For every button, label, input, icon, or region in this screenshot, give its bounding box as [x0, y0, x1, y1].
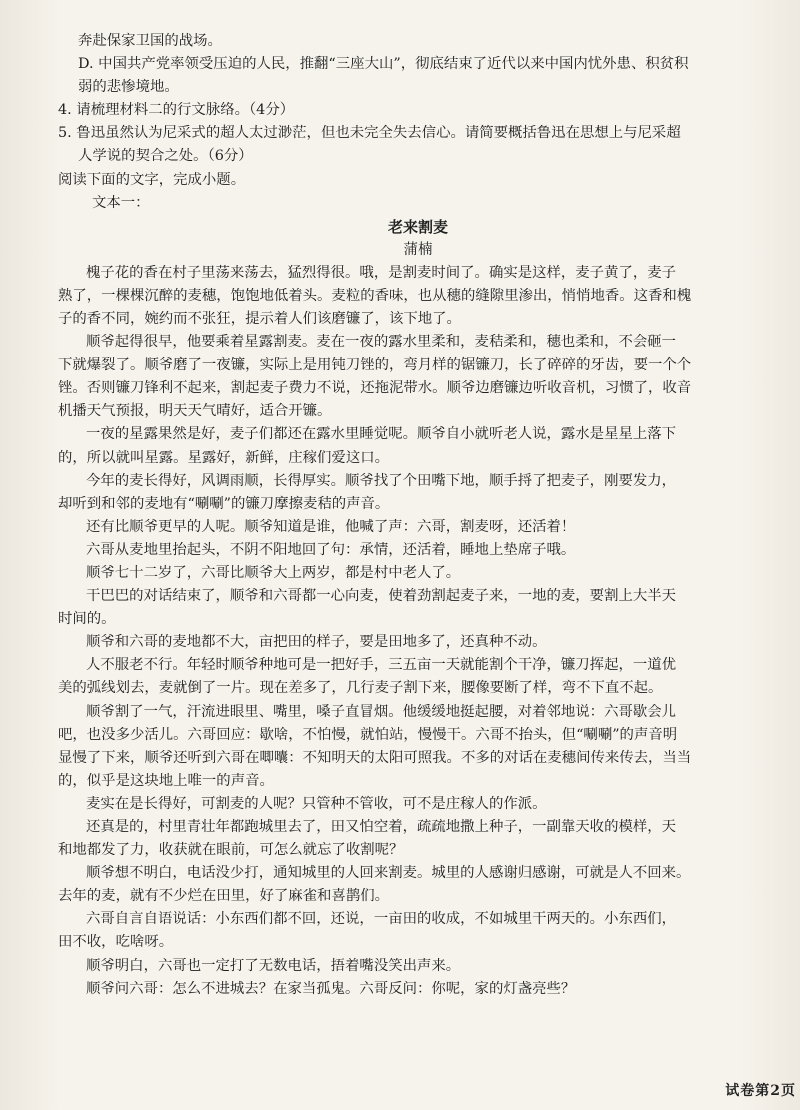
article-line: 和地都发了力，收获就在眼前，可怎么就忘了收割呢？: [58, 842, 404, 859]
article-line: 六哥从麦地里抬起头，不阴不阳地回了句：承情，还活着，睡地上垫席子哦。: [86, 541, 576, 558]
article-line: 顺爷割了一气，汗流进眼里、嘴里，嗓子直冒烟。他缓缓地挺起腰，对着邻地说：六哥歇会儿: [86, 703, 677, 720]
article-line: 的，所以就叫星露。星露好，新鲜，庄稼们爱这口。: [58, 449, 389, 466]
option-d: D. 中国共产党率领受压迫的人民，推翻“三座大山”，彻底结束了近代以来中国内忧外患、积贫积: [78, 56, 689, 73]
question-4: 4. 请梳理材料二的行文脉络。（4分）: [58, 102, 295, 119]
option-d-continuation: 奔赴保家卫国的战场。: [78, 33, 222, 49]
article-line: 的，似乎是这块地上唯一的声音。: [58, 772, 274, 789]
article-line: 人不服老不行。年轻时顺爷种地可是一把好手，三五亩一天就能割个干净，镰刀挥起，一道优: [86, 657, 677, 674]
article-line: 子的香不同，婉约而不张狂，提示着人们该磨镰了，该下地了。: [58, 310, 461, 327]
article-line: 顺爷七十二岁了，六哥比顺爷大上两岁，都是村中老人了。: [86, 564, 461, 581]
article-line: 今年的麦长得好，风调雨顺，长得厚实。顺爷找了个田嘴下地，顺手捋了把麦子，刚要发力，: [86, 472, 677, 489]
article-line: 麦实在是长得好，可割麦的人呢？只管种不管收，可不是庄稼人的作派。: [86, 795, 547, 812]
article-line: 却听到和邻的麦地有“唰唰”的镰刀摩擦麦秸的声音。: [58, 495, 390, 512]
article-line: 顺爷起得很早，他要乘着星露割麦。麦在一夜的露水里柔和，麦秸柔和，穗也柔和，不会砸一: [86, 334, 677, 351]
article-author: 蒲楠: [403, 241, 433, 258]
article-line: 顺爷问六哥：怎么不进城去？在家当孤鬼。六哥反问：你呢，家的灯盏亮些？: [86, 980, 576, 997]
article-title: 老来割麦: [387, 217, 448, 236]
option-d-end: 弱的悲惨境地。: [78, 79, 179, 96]
article-line: 顺爷和六哥的麦地都不大，亩把田的样子，要是田地多了，还真种不动。: [86, 634, 547, 651]
question-5-line-2: 人学说的契合之处。（6分）: [78, 148, 253, 165]
article-line: 机播天气预报，明天天气晴好，适合开镰。: [58, 403, 332, 420]
article-line: 去年的麦，就有不少烂在田里，好了麻雀和喜鹊们。: [58, 888, 389, 905]
article-line: 熟了，一棵棵沉醉的麦穗，饱饱地低着头。麦粒的香味，也从穗的缝隙里渗出，悄悄地香。这香和槐: [58, 287, 692, 304]
article-line: 吧，也没多少活儿。六哥回应：歇啥，不怕慢，就怕站，慢慢干。六哥不抬头，但“唰唰”的声音明: [58, 726, 678, 743]
article-line: 显慢了下来，顺爷还听到六哥在唧囔：不知明天的太阳可照我。不多的对话在麦穗间传来传去，当当: [58, 749, 692, 766]
page-number: 试卷第2页: [725, 1083, 796, 1099]
text-one-label: 文本一：: [92, 194, 150, 211]
article-line: 一夜的星露果然是好，麦子们都还在露水里睡觉呢。顺爷自小就听老人说，露水是星星上落下: [86, 426, 677, 443]
article-line: 美的弧线划去，麦就倒了一片。现在差多了，几行麦子割下来，腰像要断了样，弯不下直不起。: [58, 680, 663, 697]
article-line: 时间的。: [58, 611, 116, 628]
article-line: 田不收，吃啥呀。: [58, 934, 174, 951]
article-body: [58, 262, 778, 1001]
article-line: 还有比顺爷更早的人呢。顺爷知道是谁，他喊了声：六哥，割麦呀，还活着！: [86, 518, 576, 535]
article-line: 干巴巴的对话结束了，顺爷和六哥都一心向麦，使着劲割起麦子来，一地的麦，要割上大半天: [86, 588, 677, 605]
article-line: 锉。否则镰刀锋利不起来，割起麦子费力不说，还拖泥带水。顺爷边磨镰边听收音机，习惯了，收音: [58, 380, 692, 397]
article-line: 还真是的，村里青壮年都跑城里去了，田又怕空着，疏疏地撒上种子，一副靠天收的模样，天: [86, 819, 677, 835]
question-5-line-1: 5. 鲁迅虽然认为尼采式的超人太过渺茫，但也未完全失去信心。请简要概括鲁迅在思想上与尼采超: [58, 125, 681, 142]
article-line: 六哥自言自语说话：小东西们都不回，还说，一亩田的收成，不如城里干两天的。小东西们，: [86, 911, 677, 928]
article-line: 顺爷想不明白，电话没少打，通知城里的人回来割麦。城里的人感谢归感谢，可就是人不回来。: [86, 865, 691, 882]
reading-instruction: 阅读下面的文字，完成小题。: [58, 171, 246, 188]
article-line: 顺爷明白，六哥也一定打了无数电话，捂着嘴没笑出声来。: [86, 957, 461, 974]
article-line: 下就爆裂了。顺爷磨了一夜镰，实际上是用钝刀锉的，弯月样的锯镰刀，长了碎碎的牙齿，要一个个: [58, 357, 692, 374]
article-line: 槐子花的香在村子里荡来荡去，猛烈得很。哦，是割麦时间了。确实是这样，麦子黄了，麦子: [86, 264, 677, 281]
